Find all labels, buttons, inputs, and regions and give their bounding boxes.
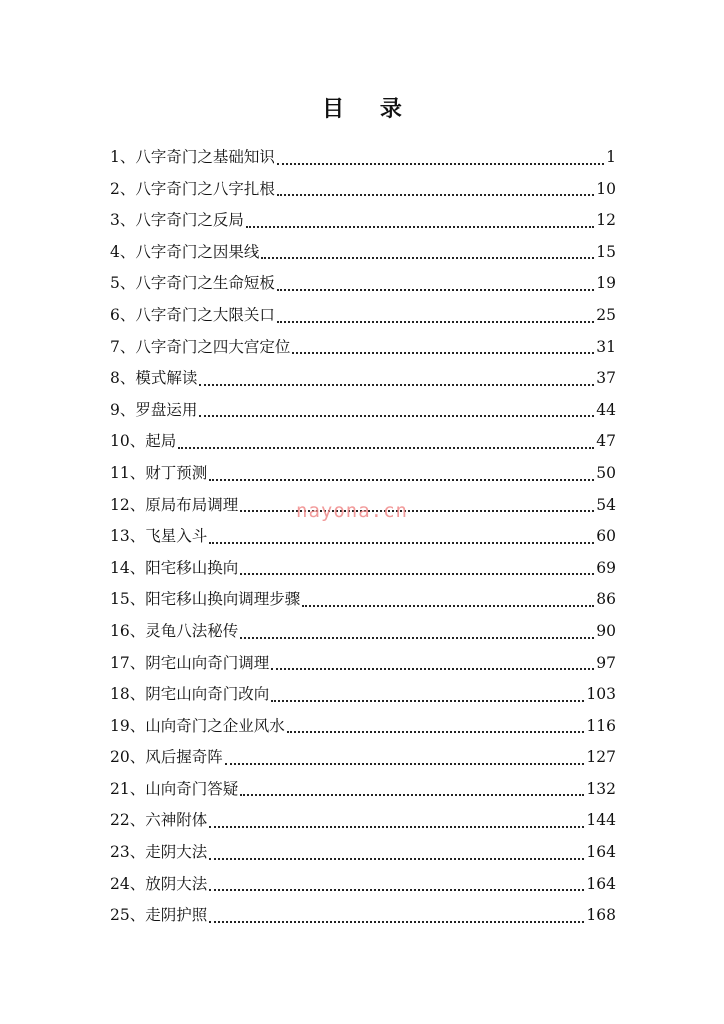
dot-leader bbox=[261, 257, 594, 259]
toc-entry[interactable] bbox=[110, 584, 616, 616]
toc-entry[interactable] bbox=[110, 237, 616, 269]
toc-entry-title: 23、走阴大法 bbox=[110, 843, 208, 862]
toc-entry[interactable] bbox=[110, 679, 616, 711]
toc-entry-title: 20、风后握奇阵 bbox=[110, 748, 223, 767]
toc-entry[interactable] bbox=[110, 426, 616, 458]
toc-entry-page-number: 69 bbox=[596, 558, 616, 577]
dot-leader bbox=[240, 573, 594, 575]
toc-entry-page-number: 50 bbox=[596, 463, 616, 482]
dot-leader bbox=[271, 668, 594, 670]
dot-leader bbox=[277, 321, 594, 323]
toc-entry-page-number: 132 bbox=[586, 779, 616, 798]
toc-entry[interactable] bbox=[110, 553, 616, 585]
toc-entry-title: 6、八字奇门之大限关口 bbox=[110, 305, 275, 324]
toc-entry[interactable] bbox=[110, 742, 616, 774]
toc-entry-page-number: 90 bbox=[596, 621, 616, 640]
toc-entry-page-number: 31 bbox=[596, 337, 616, 356]
toc-entry[interactable] bbox=[110, 458, 616, 490]
toc-entry-page-number: 1 bbox=[606, 148, 616, 166]
dot-leader bbox=[246, 226, 594, 228]
toc-entry-page-number: 10 bbox=[596, 179, 616, 198]
toc-entry-title: 24、放阴大法 bbox=[110, 874, 208, 893]
dot-leader bbox=[178, 447, 594, 449]
toc-entry-title: 11、财丁预测 bbox=[110, 463, 208, 482]
toc-entry-title: 2、八字奇门之八字扎根 bbox=[110, 179, 275, 198]
dot-leader bbox=[225, 763, 585, 765]
toc-entry[interactable] bbox=[110, 774, 616, 806]
toc-entry[interactable] bbox=[110, 869, 616, 901]
dot-leader bbox=[240, 637, 594, 639]
dot-leader bbox=[199, 415, 594, 417]
toc-entry-title: 1、八字奇门之基础知识 bbox=[110, 148, 275, 166]
dot-leader bbox=[209, 889, 584, 891]
toc-entry[interactable] bbox=[110, 142, 616, 174]
toc-entry-page-number: 37 bbox=[596, 369, 616, 388]
toc-entry[interactable] bbox=[110, 805, 616, 837]
dot-leader bbox=[209, 826, 584, 828]
dot-leader bbox=[240, 510, 594, 512]
toc-entry[interactable] bbox=[110, 837, 616, 869]
toc-entry-title: 19、山向奇门之企业风水 bbox=[110, 716, 285, 735]
toc-entry-title: 25、走阴护照 bbox=[110, 906, 208, 925]
toc-entry-title: 7、八字奇门之四大宫定位 bbox=[110, 337, 291, 356]
dot-leader bbox=[209, 542, 594, 544]
toc-entry[interactable] bbox=[110, 332, 616, 364]
toc-entry-title: 13、飞星入斗 bbox=[110, 527, 208, 546]
toc-entry[interactable] bbox=[110, 521, 616, 553]
toc-entry[interactable] bbox=[110, 174, 616, 206]
toc-entry-page-number: 127 bbox=[586, 748, 616, 767]
dot-leader bbox=[302, 605, 594, 607]
dot-leader bbox=[277, 194, 594, 196]
toc-entry-page-number: 103 bbox=[586, 685, 616, 704]
toc-entry-page-number: 19 bbox=[596, 274, 616, 293]
toc-entry-title: 16、灵龟八法秘传 bbox=[110, 621, 239, 640]
toc-entry-page-number: 164 bbox=[586, 843, 616, 862]
toc-entry-page-number: 47 bbox=[596, 432, 616, 451]
dot-leader bbox=[277, 163, 604, 165]
toc-entry-title: 9、罗盘运用 bbox=[110, 400, 198, 419]
toc-entry[interactable] bbox=[110, 268, 616, 300]
toc-entry-page-number: 12 bbox=[596, 211, 616, 230]
toc-entry-page-number: 86 bbox=[596, 590, 616, 609]
toc-entry-page-number: 15 bbox=[596, 242, 616, 261]
dot-leader bbox=[277, 289, 594, 291]
toc-entry-page-number: 116 bbox=[586, 716, 616, 735]
toc-entry[interactable] bbox=[110, 711, 616, 743]
dot-leader bbox=[209, 479, 594, 481]
toc-entry-page-number: 144 bbox=[586, 811, 616, 830]
toc-entry[interactable] bbox=[110, 205, 616, 237]
dot-leader bbox=[292, 352, 594, 354]
dot-leader bbox=[271, 700, 584, 702]
table-of-contents bbox=[110, 142, 616, 932]
toc-entry-title: 15、阳宅移山换向调理步骤 bbox=[110, 590, 301, 609]
toc-entry[interactable] bbox=[110, 300, 616, 332]
toc-entry-title: 4、八字奇门之因果线 bbox=[110, 242, 260, 261]
toc-entry-page-number: 168 bbox=[586, 906, 616, 925]
toc-entry[interactable] bbox=[110, 900, 616, 932]
toc-entry-title: 10、起局 bbox=[110, 432, 177, 451]
toc-entry-page-number: 60 bbox=[596, 527, 616, 546]
toc-entry-title: 22、六神附体 bbox=[110, 811, 208, 830]
page-title: 目 录 bbox=[322, 96, 416, 122]
dot-leader bbox=[209, 921, 584, 923]
toc-entry-title: 18、阴宅山向奇门改向 bbox=[110, 685, 270, 704]
toc-entry-page-number: 44 bbox=[596, 400, 616, 419]
toc-entry[interactable] bbox=[110, 616, 616, 648]
watermark: nayona.cn bbox=[296, 500, 408, 522]
toc-entry-title: 12、原局布局调理 bbox=[110, 495, 239, 514]
toc-entry-page-number: 164 bbox=[586, 874, 616, 893]
toc-entry-title: 8、模式解读 bbox=[110, 369, 198, 388]
toc-entry-page-number: 54 bbox=[596, 495, 616, 514]
dot-leader bbox=[209, 858, 584, 860]
toc-entry-title: 3、八字奇门之反局 bbox=[110, 211, 244, 230]
toc-entry-page-number: 25 bbox=[596, 305, 616, 324]
toc-entry[interactable] bbox=[110, 395, 616, 427]
toc-entry-title: 21、山向奇门答疑 bbox=[110, 779, 239, 798]
toc-entry[interactable] bbox=[110, 648, 616, 680]
toc-entry[interactable] bbox=[110, 363, 616, 395]
toc-entry-page-number: 97 bbox=[596, 653, 616, 672]
dot-leader bbox=[287, 731, 585, 733]
toc-entry-title: 5、八字奇门之生命短板 bbox=[110, 274, 275, 293]
toc-entry-title: 17、阴宅山向奇门调理 bbox=[110, 653, 270, 672]
toc-entry-title: 14、阳宅移山换向 bbox=[110, 558, 239, 577]
dot-leader bbox=[199, 384, 594, 386]
dot-leader bbox=[240, 794, 584, 796]
